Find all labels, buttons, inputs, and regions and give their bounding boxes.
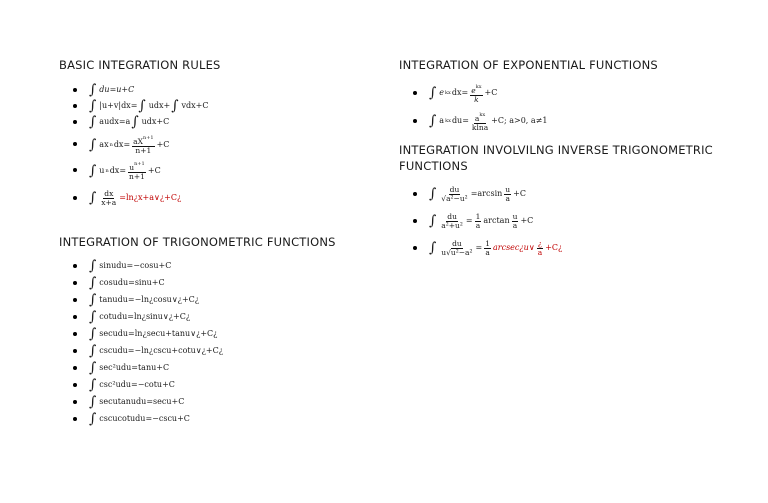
bullet-icon — [73, 142, 77, 146]
bullet-icon — [73, 120, 77, 124]
bullet-icon — [73, 281, 77, 285]
bullet-icon — [413, 192, 417, 196]
bullet-icon — [73, 349, 77, 353]
bullet-icon — [73, 168, 77, 172]
bullet-icon — [413, 246, 417, 250]
bullet-icon — [73, 400, 77, 404]
section-title-exponential: INTEGRATION OF EXPONENTIAL FUNCTIONS — [399, 58, 658, 72]
bullet-icon — [73, 264, 77, 268]
bullet-icon — [73, 196, 77, 200]
section-title-trig: INTEGRATION OF TRIGONOMETRIC FUNCTIONS — [59, 235, 336, 249]
bullet-icon — [413, 219, 417, 223]
bullet-icon — [413, 91, 417, 95]
bullet-icon — [73, 104, 77, 108]
bullet-icon — [73, 417, 77, 421]
bullet-icon — [73, 366, 77, 370]
bullet-icon — [413, 119, 417, 123]
bullet-icon — [73, 383, 77, 387]
bullet-icon — [73, 315, 77, 319]
bullet-icon — [73, 332, 77, 336]
bullet-icon — [73, 298, 77, 302]
section-title-inverse-line2: FUNCTIONS — [399, 159, 468, 173]
bullet-icon — [73, 88, 77, 92]
section-title-inverse-line1: INTEGRATION INVOLVILNG INVERSE TRIGONOMETRIC — [399, 143, 713, 157]
section-title-basic: BASIC INTEGRATION RULES — [59, 58, 221, 72]
